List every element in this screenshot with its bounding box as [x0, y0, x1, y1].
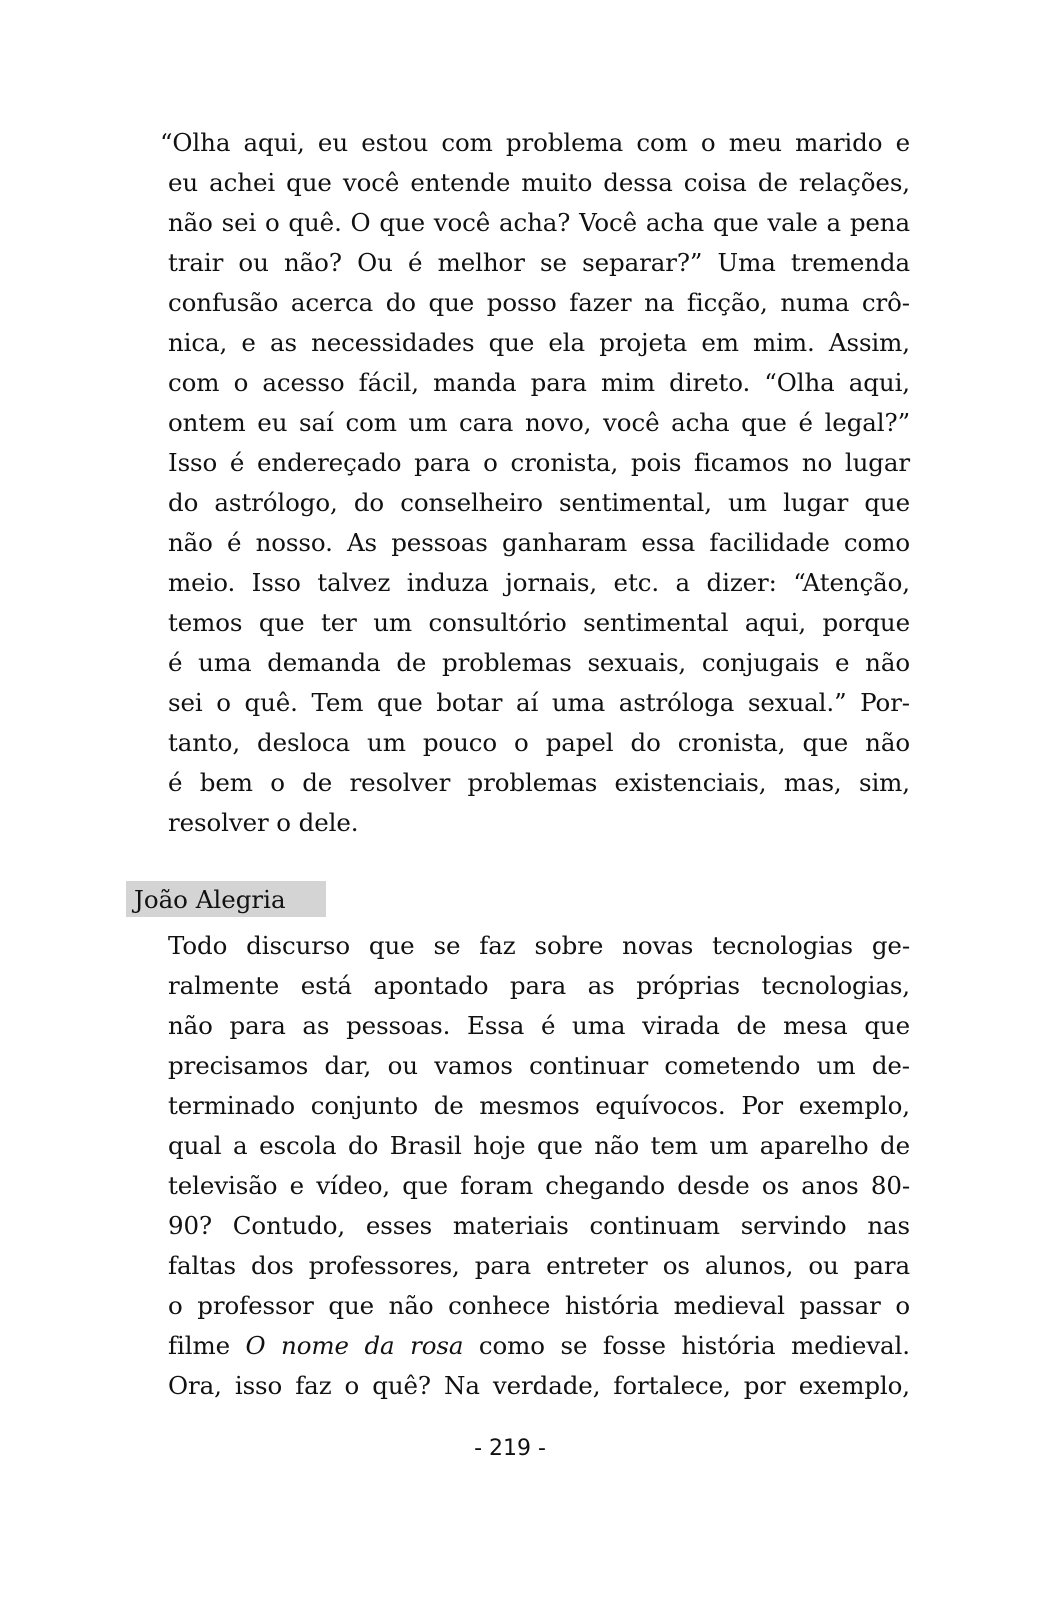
text-line: do astrólogo, do conselheiro sentimental, um lugar que	[168, 488, 910, 517]
text-line: é uma demanda de problemas sexuais, conjugais e não	[168, 648, 910, 677]
text-line: faltas dos professores, para entreter os alunos, ou para	[168, 1251, 910, 1280]
text-line: ontem eu saí com um cara novo, você acha que é legal?”	[168, 408, 910, 437]
text-line: nica, e as necessidades que ela projeta em mim. Assim,	[168, 328, 910, 357]
page-number: - 219 -	[474, 1436, 546, 1461]
text-line: qual a escola do Brasil hoje que não tem um aparelho de	[168, 1131, 910, 1160]
text-line: ralmente está apontado para as próprias tecnologias,	[168, 971, 910, 1000]
paragraph-continuation	[160, 123, 910, 843]
text-line: é bem o de resolver problemas existenciais, mas, sim,	[168, 768, 910, 797]
text-line: Isso é endereçado para o cronista, pois ficamos no lugar	[168, 448, 910, 477]
text-fragment: como se fosse história medieval.	[463, 1331, 910, 1360]
text-line: Ora, isso faz o quê? Na verdade, fortalece, por exemplo,	[168, 1371, 910, 1400]
text-line: televisão e vídeo, que foram chegando desde os anos 80-	[168, 1171, 910, 1200]
film-title: O nome da rosa	[245, 1331, 464, 1360]
text-line: eu achei que você entende muito dessa coisa de relações,	[168, 168, 910, 197]
text-line: confusão acerca do que posso fazer na ficção, numa crô-	[168, 288, 910, 317]
text-line: terminado conjunto de mesmos equívocos. Por exemplo,	[168, 1091, 910, 1120]
text-line: não sei o quê. O que você acha? Você acha que vale a pena	[168, 208, 910, 237]
text-fragment: filme	[168, 1331, 246, 1360]
text-line: temos que ter um consultório sentimental aqui, porque	[168, 608, 910, 637]
text-line: resolver o dele.	[168, 808, 359, 837]
text-line: 90? Contudo, esses materiais continuam servindo nas	[168, 1211, 910, 1240]
text-line: não é nosso. As pessoas ganharam essa facilidade como	[168, 528, 910, 557]
text-line: tanto, desloca um pouco o papel do cronista, que não	[168, 728, 910, 757]
text-line: meio. Isso talvez induza jornais, etc. a dizer: “Atenção,	[168, 568, 910, 597]
text-line: precisamos dar, ou vamos continuar cometendo um de-	[168, 1051, 910, 1080]
text-line-with-title	[168, 1326, 910, 1366]
text-line: Todo discurso que se faz sobre novas tecnologias ge-	[168, 931, 910, 960]
text-line: o professor que não conhece história medieval passar o	[168, 1291, 910, 1320]
speaker-label: João Alegria	[126, 881, 326, 917]
text-line: sei o quê. Tem que botar aí uma astróloga sexual.” Por-	[168, 688, 910, 717]
text-line: “Olha aqui, eu estou com problema com o meu marido e	[160, 128, 910, 157]
speaker-paragraph	[168, 926, 910, 1406]
text-line: trair ou não? Ou é melhor se separar?” Uma tremenda	[168, 248, 910, 277]
text-line: com o acesso fácil, manda para mim direto. “Olha aqui,	[168, 368, 910, 397]
text-line: não para as pessoas. Essa é uma virada de mesa que	[168, 1011, 910, 1040]
